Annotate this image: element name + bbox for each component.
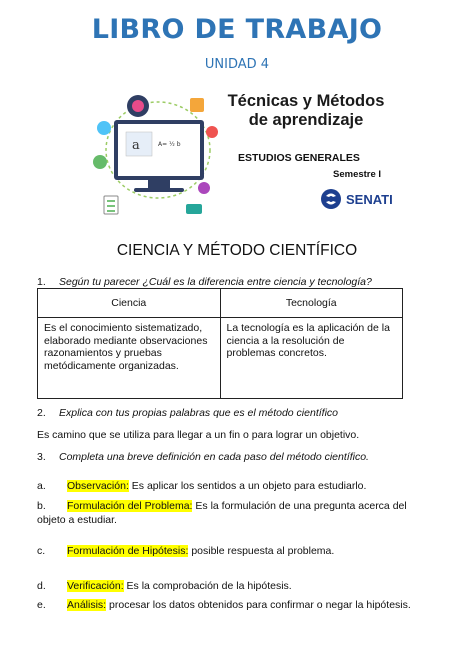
answer-2: Es camino que se utiliza para llegar a un fin o para lograr un objetivo. [37, 429, 360, 441]
learning-illustration [86, 80, 226, 226]
banner-title: Técnicas y Métodos de aprendizaje [227, 92, 385, 129]
senati-logo-icon [320, 188, 342, 210]
unit-label: UNIDAD 4 [204, 57, 270, 72]
step-analisis: e. Análisis: procesar los datos obtenidos para confirmar o negar la hipótesis. [37, 599, 411, 611]
step-verificacion: d. Verificación: Es la comprobación de la hipótesis. [37, 580, 292, 592]
question-1: 1. Según tu parecer ¿Cuál es la diferencia entre ciencia y tecnología? [37, 276, 372, 288]
step-formulacion-problema: b. Formulación del Problema: Es la formulación de una pregunta acerca del objeto a estudiar. [37, 500, 407, 526]
table-header-ciencia: Ciencia [38, 289, 221, 318]
question-2: 2. Explica con tus propias palabras que es el método científico [37, 407, 338, 419]
section-title: CIENCIA Y MÉTODO CIENTÍFICO [116, 242, 358, 259]
table-header-tecnologia: Tecnología [220, 289, 403, 318]
banner-semester: Semestre I [333, 169, 382, 180]
svg-text:a: a [132, 138, 140, 153]
comparison-table [37, 288, 403, 399]
document-title: LIBRO DE TRABAJO [91, 14, 383, 45]
banner-subtitle: ESTUDIOS GENERALES [238, 152, 360, 164]
course-banner [86, 80, 400, 226]
table-cell-tecnologia: La tecnología es la aplicación de la ciencia a la resolución de problemas concretos. [220, 318, 403, 399]
svg-text:A= ½ b: A= ½ b [158, 141, 181, 148]
senati-logo-text: SENATI [346, 192, 393, 207]
step-formulacion-hipotesis: c. Formulación de Hipótesis: posible respuesta al problema. [37, 545, 335, 557]
step-observacion: a. Observación: Es aplicar los sentidos a un objeto para estudiarlo. [37, 480, 367, 492]
table-cell-ciencia: Es el conocimiento sistematizado, elaborado mediante observaciones razonamientos y pruebas metódicamente organizadas. [38, 318, 221, 399]
question-3: 3. Completa una breve definición en cada paso del método científico. [37, 451, 369, 463]
